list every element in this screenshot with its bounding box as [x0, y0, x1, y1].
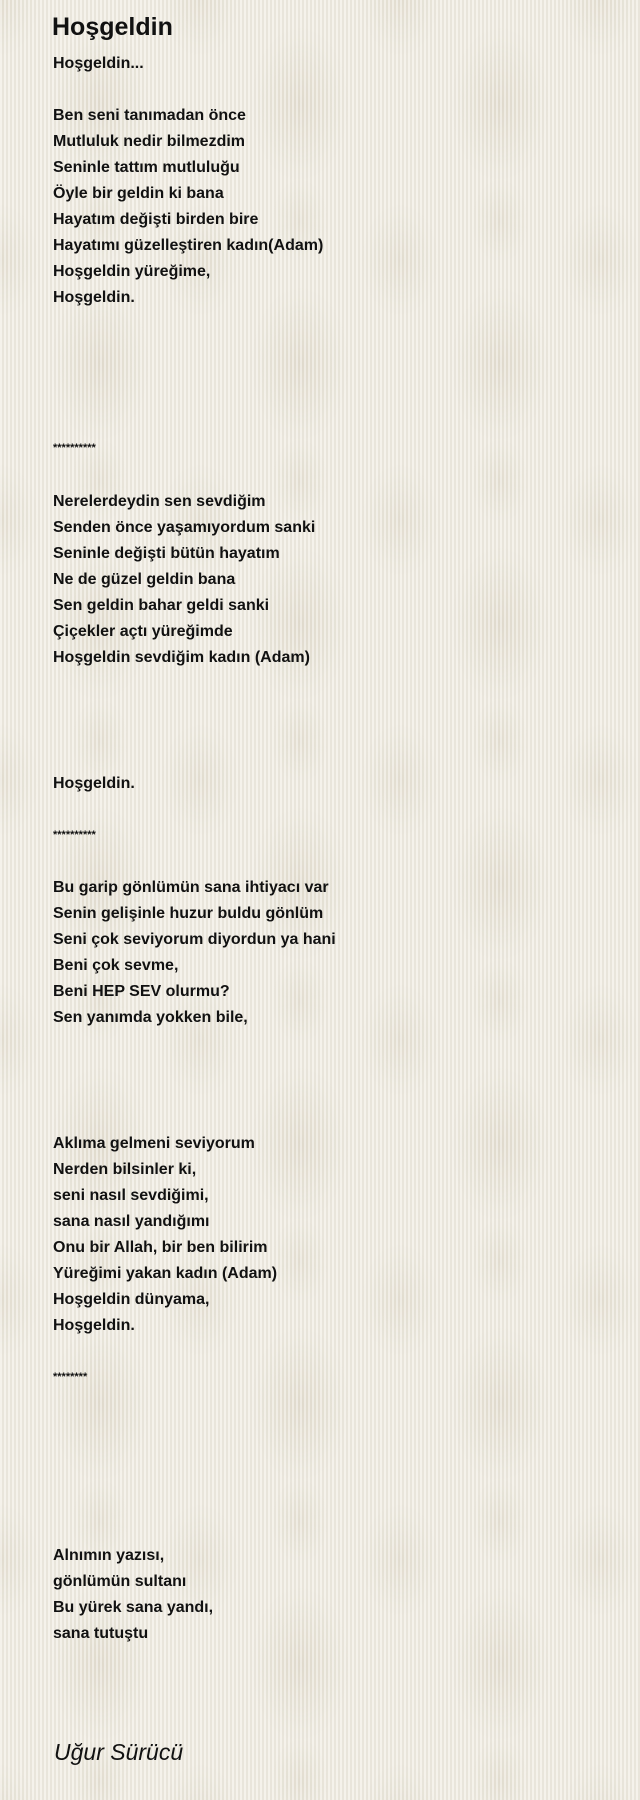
poem-line: Hoşgeldin. — [53, 1317, 135, 1334]
poem-line: Bu yürek sana yandı, — [53, 1599, 214, 1616]
poem-line: Ne de güzel geldin bana — [53, 571, 236, 588]
poem-line: Sen yanımda yokken bile, — [53, 1009, 248, 1026]
poem-line: Nerelerdeydin sen sevdiğim — [53, 493, 266, 510]
poem-line: Çiçekler açtı yüreğimde — [53, 623, 233, 640]
section-separator: ********** — [53, 442, 96, 454]
poem-line: gönlümün sultanı — [53, 1573, 187, 1590]
poem-line: Beni HEP SEV olurmu? — [53, 983, 230, 1000]
poem-line: Beni çok sevme, — [53, 957, 179, 974]
poem-line: Hayatımı güzelleştiren kadın(Adam) — [53, 237, 324, 254]
poem-line: Hayatım değişti birden bire — [53, 211, 259, 228]
poem-line: Bu garip gönlümün sana ihtiyacı var — [53, 879, 329, 896]
poem-line: Yüreğimi yakan kadın (Adam) — [53, 1265, 278, 1282]
poem-author: Uğur Sürücü — [54, 1739, 184, 1765]
poem-title: Hoşgeldin — [52, 13, 173, 41]
poem-line: Nerden bilsinler ki, — [53, 1161, 197, 1178]
poem-line: sana tutuştu — [53, 1625, 149, 1642]
poem-line: Seninle tattım mutluluğu — [53, 159, 240, 176]
poem-line: Hoşgeldin. — [53, 289, 135, 306]
poem-line: Onu bir Allah, bir ben bilirim — [53, 1239, 268, 1256]
section-separator: ********** — [53, 829, 96, 841]
poem-line: Senin gelişinle huzur buldu gönlüm — [53, 905, 324, 922]
poem-line: Seni çok seviyorum diyordun ya hani — [53, 931, 336, 948]
poem-line: seni nasıl sevdiğimi, — [53, 1187, 209, 1204]
poem-line: Seninle değişti bütün hayatım — [53, 545, 280, 562]
poem-line: Ben seni tanımadan önce — [53, 107, 246, 124]
section-separator: ******** — [53, 1371, 88, 1383]
poem-line: Hoşgeldin... — [53, 55, 144, 72]
poem-line: Sen geldin bahar geldi sanki — [53, 597, 270, 614]
poem-line: Öyle bir geldin ki bana — [53, 185, 224, 202]
poem-line: sana nasıl yandığımı — [53, 1213, 210, 1230]
poem-line: Senden önce yaşamıyordum sanki — [53, 519, 316, 536]
poem-line: Hoşgeldin sevdiğim kadın (Adam) — [53, 649, 310, 666]
poem-line: Alnımın yazısı, — [53, 1547, 165, 1564]
poem-line: Mutluluk nedir bilmezdim — [53, 133, 246, 150]
poem-line: Aklıma gelmeni seviyorum — [53, 1135, 255, 1152]
poem-line: Hoşgeldin. — [53, 775, 135, 792]
poem-line: Hoşgeldin dünyama, — [53, 1291, 210, 1308]
poem-line: Hoşgeldin yüreğime, — [53, 263, 211, 280]
